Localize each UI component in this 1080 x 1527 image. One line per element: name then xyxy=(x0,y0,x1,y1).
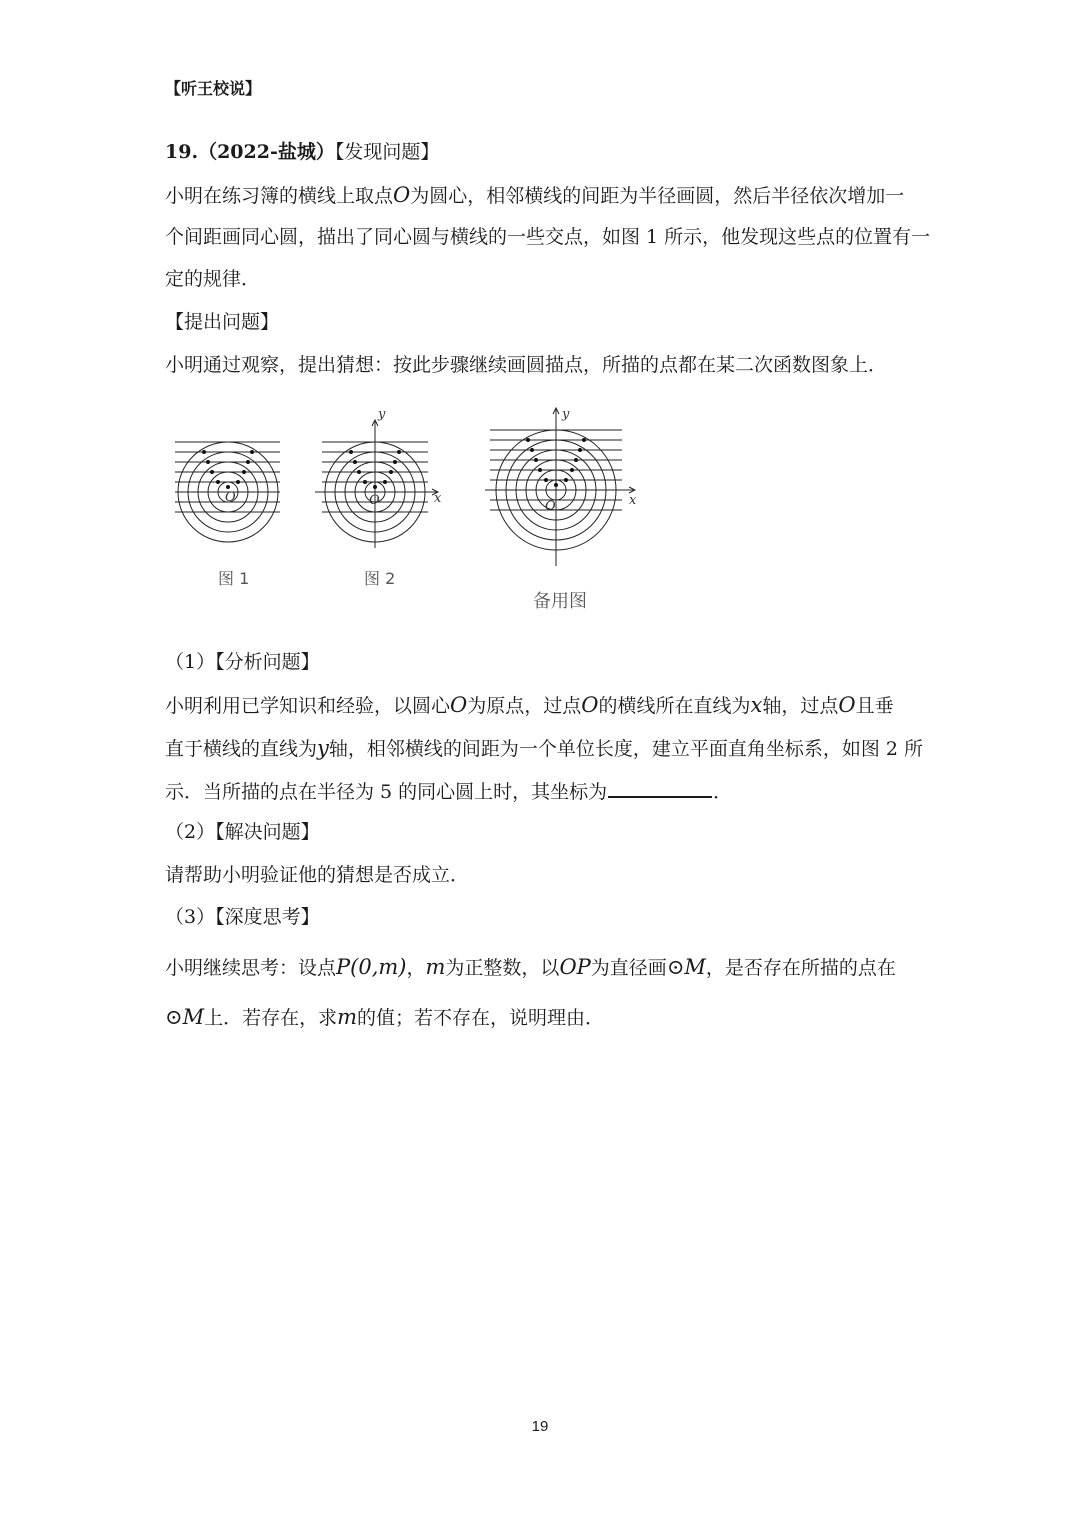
fig2-y-label: y xyxy=(378,407,386,422)
figure-1-caption: 图 1 xyxy=(218,569,250,588)
question-1-line-1: 小明利用已学知识和经验，以圆心O为原点，过点O的横线所在直线为x轴，过点O且垂 xyxy=(165,693,894,717)
spare-figure-diagram xyxy=(485,408,635,566)
figure-2-diagram xyxy=(315,420,438,548)
spare-figure-caption: 备用图 xyxy=(533,591,587,612)
header-tag: 【听王校说】 xyxy=(165,79,262,98)
paragraph-1-line-1: 小明在练习簿的横线上取点O为圆心，相邻横线的间距为半径画圆，然后半径依次增加一 xyxy=(165,183,905,207)
question-2-text: 请帮助小明验证他的猜想是否成立． xyxy=(165,864,470,886)
answer-blank[interactable] xyxy=(608,778,712,798)
fig1-origin-label: O xyxy=(225,490,236,505)
paragraph-1-line-3: 定的规律． xyxy=(165,268,261,290)
question-3-line-2: ⊙M上．若存在，求m的值；若不存在，说明理由． xyxy=(165,1005,605,1029)
question-2-title: （2）【解决问题】 xyxy=(165,821,320,843)
page-number: 19 xyxy=(531,1418,549,1435)
paragraph-1-line-2: 个间距画同心圆，描出了同心圆与横线的一些交点，如图 1 所示，他发现这些点的位置有一 xyxy=(165,226,931,248)
spare-x-label: x xyxy=(629,493,637,508)
fig2-origin-label: O xyxy=(369,493,380,508)
math-point-P: P(0,m) xyxy=(336,955,407,979)
question-3-line-1: 小明继续思考：设点P(0,m)，m为正整数，以OP为直径画⊙M，是否存在所描的点在 xyxy=(165,955,896,979)
math-O: O xyxy=(393,183,411,207)
paragraph-2: 小明通过观察，提出猜想：按此步骤继续画圆描点，所描的点都在某二次函数图象上． xyxy=(165,354,888,376)
fig2-x-label: x xyxy=(434,491,442,506)
question-1-title: （1）【分析问题】 xyxy=(165,651,320,673)
question-1-line-3: 示．当所描的点在半径为 5 的同心圆上时，其坐标为 ． xyxy=(165,778,732,804)
section-propose: 【提出问题】 xyxy=(165,311,280,333)
problem-number: 19. xyxy=(165,141,199,163)
section-discover: 【发现问题】 xyxy=(334,141,440,163)
figure-2-caption: 图 2 xyxy=(364,569,396,588)
question-1-line-2: 直于横线的直线为y轴，相邻横线的间距为一个单位长度，建立平面直角坐标系，如图 2 所 xyxy=(165,736,924,760)
spare-origin-label: O xyxy=(545,499,556,514)
figures-group xyxy=(170,398,650,618)
spare-y-label: y xyxy=(562,407,570,422)
problem-heading xyxy=(165,140,439,164)
question-3-title: （3）【深度思考】 xyxy=(165,906,320,928)
problem-source: （2022-盐城） xyxy=(198,141,335,163)
